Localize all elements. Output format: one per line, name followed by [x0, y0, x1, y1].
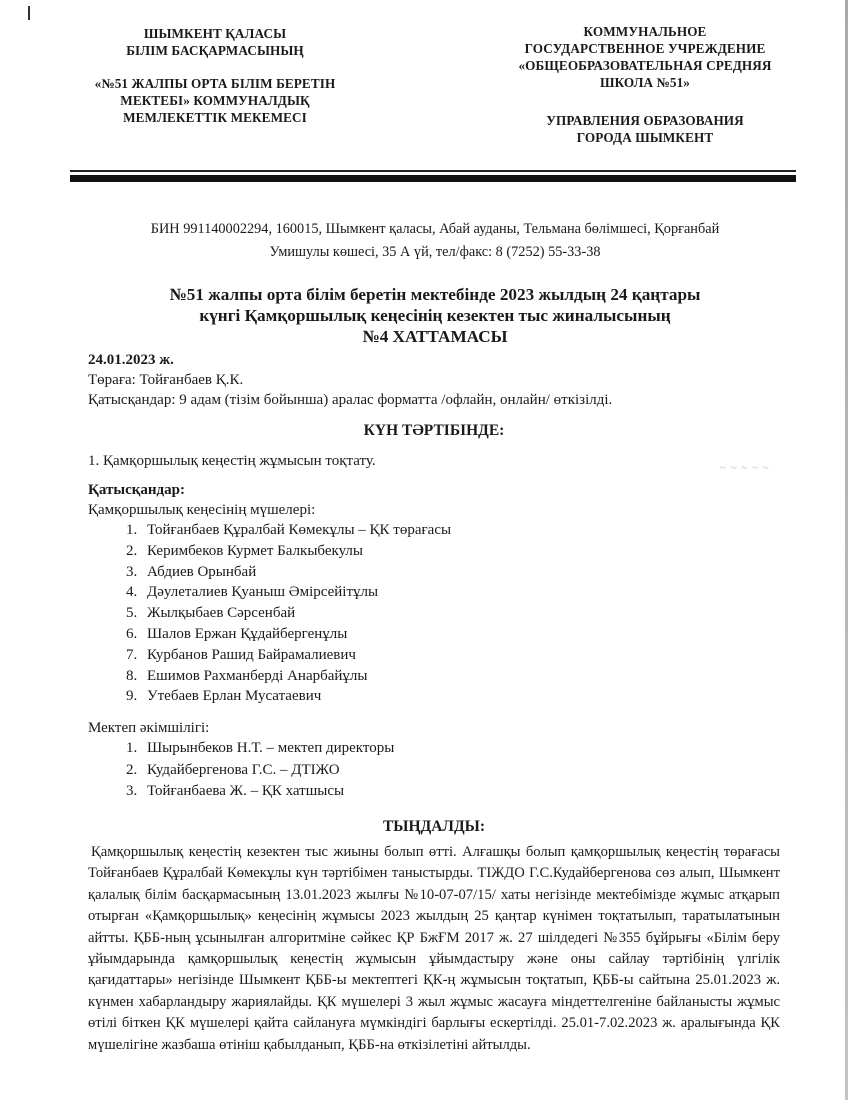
address-block	[90, 218, 780, 264]
agenda-item-1: 1. Қамқоршылық кеңестің жұмысын тоқтату.	[88, 453, 376, 469]
bleed-through-text: ~ ~ ~ ~ ~	[720, 462, 770, 474]
admin-list	[88, 738, 780, 803]
header-right-line: УПРАВЛЕНИЯ ОБРАЗОВАНИЯ	[546, 113, 744, 128]
council-members-list	[88, 520, 780, 707]
header-right-line: ШКОЛА №51»	[600, 75, 690, 90]
title-line-1: №51 жалпы орта білім беретін мектебінде 2023 жылдың 24 қаңтары	[169, 285, 701, 304]
address-line-1: БИН 991140002294, 160015, Шымкент қаласы, Абай ауданы, Тельмана бөлімшесі, Қорғанбай	[150, 221, 720, 237]
header-left-line: БІЛІМ БАСҚАРМАСЫНЫҢ	[126, 43, 304, 58]
scan-right-edge	[845, 0, 848, 1100]
list-item: 8. Ешимов Рахманберді Анарбайұлы	[141, 666, 780, 687]
title-line-2: күнгі Қамқоршылық кеңесінің кезектен тыс жиналысының	[199, 306, 671, 325]
list-item: 1. Шырынбеков Н.Т. – мектеп директоры	[141, 738, 780, 760]
administration-block	[88, 718, 780, 803]
header-separator-thick	[70, 175, 796, 182]
list-item: 3. Тойғанбаева Ж. – ҚК хатшысы	[141, 781, 780, 803]
list-item: 2. Керимбеков Курмет Балкыбекулы	[141, 541, 780, 562]
title-line-3: №4 ХАТТАМАСЫ	[362, 327, 508, 346]
header-right-line: ГОСУДАРСТВЕННОЕ УЧРЕЖДЕНИЕ	[524, 41, 766, 56]
council-label: Қамқоршылық кеңесінің мүшелері:	[88, 502, 316, 518]
listened-heading: ТЫҢДАЛДЫ:	[382, 818, 486, 835]
header-right-line: «ОБЩЕОБРАЗОВАТЕЛЬНАЯ СРЕДНЯЯ	[518, 58, 772, 73]
attendees-heading: Қатысқандар:	[88, 482, 185, 498]
header-left-line: МЕКТЕБІ» КОММУНАЛДЫҚ	[120, 93, 310, 108]
agenda-heading: КҮН ТӘРТІБІНДЕ:	[363, 422, 505, 439]
list-item: 9. Утебаев Ерлан Мусатаевич	[141, 686, 780, 707]
document-title	[95, 284, 775, 347]
attendees-block	[88, 480, 780, 707]
header-left-line: МЕМЛЕКЕТТІК МЕКЕМЕСІ	[123, 110, 307, 125]
meeting-date: 24.01.2023 ж.	[88, 352, 174, 368]
list-item: 5. Жылқыбаев Сәрсенбай	[141, 603, 780, 624]
listened-paragraph: Қамқоршылық кеңестің кезектен тыс жиыны болып өтті. Алғашқы болып қамқоршылық кеңестің төрағасы Тойғанбаев Құралбай Көмекұлы күн тәртібімен таныстырды. ТІЖДО Г.С.Кудайбергенова сөз алып, Шымкент қалалық білім басқармасының 13.01.2023 жылғы №10-07-07/15/ хаты негізінде мектебімізде жұмыс атқарып отырған «Қамқоршылық» кеңесінің жұмысы 2023 жылдың 25 қаңтар күнімен тоқтатылып, таратылатынын айтты. ҚББ-ның ұсынылған алгоритміне сәйкес ҚР БжҒМ 2017 ж. 27 шілдедегі №355 бұйрығы «Білім беру ұйымдарында қамқоршылық кеңестің жұмысын ұйымдастыру және оны сайлау тәртібінің үлгілік қағидаттары» негізінде Шымкент ҚББ-ы мектептегі ҚК-ң жұмысын тоқтатып, ҚББ-ы сайтына 25.01.2023 ж. күнмен хабарландыру жариялайды. ҚК мүшелері 3 жыл жұмыс жасауға міндеттелгеніне байланысты жұмыс өтілі біткен ҚК мүшелері қайта сайлануға мүмкіндігі барлығы ескертілді. 25.01-7.02.2023 ж. аралығында ҚК мүшелігіне жазбаша өтініш қабылданып, ҚББ-на өткізілетіні айтылды.	[88, 844, 780, 1053]
header-right-russian	[500, 23, 790, 146]
meta-block	[88, 350, 780, 410]
header-left-line: ШЫМКЕНТ ҚАЛАСЫ	[143, 26, 287, 41]
list-item: 3. Абдиев Орынбай	[141, 562, 780, 583]
list-item: 4. Дәулеталиев Қуаныш Әмірсейітұлы	[141, 582, 780, 603]
header-left-kazakh	[60, 25, 370, 126]
list-item: 1. Тойғанбаев Құралбай Көмекұлы – ҚК төрағасы	[141, 520, 780, 541]
address-line-2: Умишулы көшесі, 35 А үй, тел/факс: 8 (7252) 55-33-38	[269, 244, 601, 260]
header-right-line: КОММУНАЛЬНОЕ	[583, 24, 707, 39]
chairperson: Төраға: Тойғанбаев Қ.К.	[88, 372, 244, 388]
scan-edge-mark	[28, 6, 30, 20]
list-item: 2. Кудайбергенова Г.С. – ДТІЖО	[141, 760, 780, 782]
header-left-line: «№51 ЖАЛПЫ ОРТА БІЛІМ БЕРЕТІН	[94, 76, 336, 91]
list-item: 7. Курбанов Рашид Байрамалиевич	[141, 645, 780, 666]
header-separator-thin	[70, 170, 796, 172]
list-item: 6. Шалов Ержан Құдайбергенұлы	[141, 624, 780, 645]
participants-note: Қатысқандар: 9 адам (тізім бойынша) аралас форматта /офлайн, онлайн/ өткізілді.	[88, 392, 613, 408]
header-right-line: ГОРОДА ШЫМКЕНТ	[576, 130, 714, 145]
admin-label: Мектеп әкімшілігі:	[88, 720, 210, 736]
